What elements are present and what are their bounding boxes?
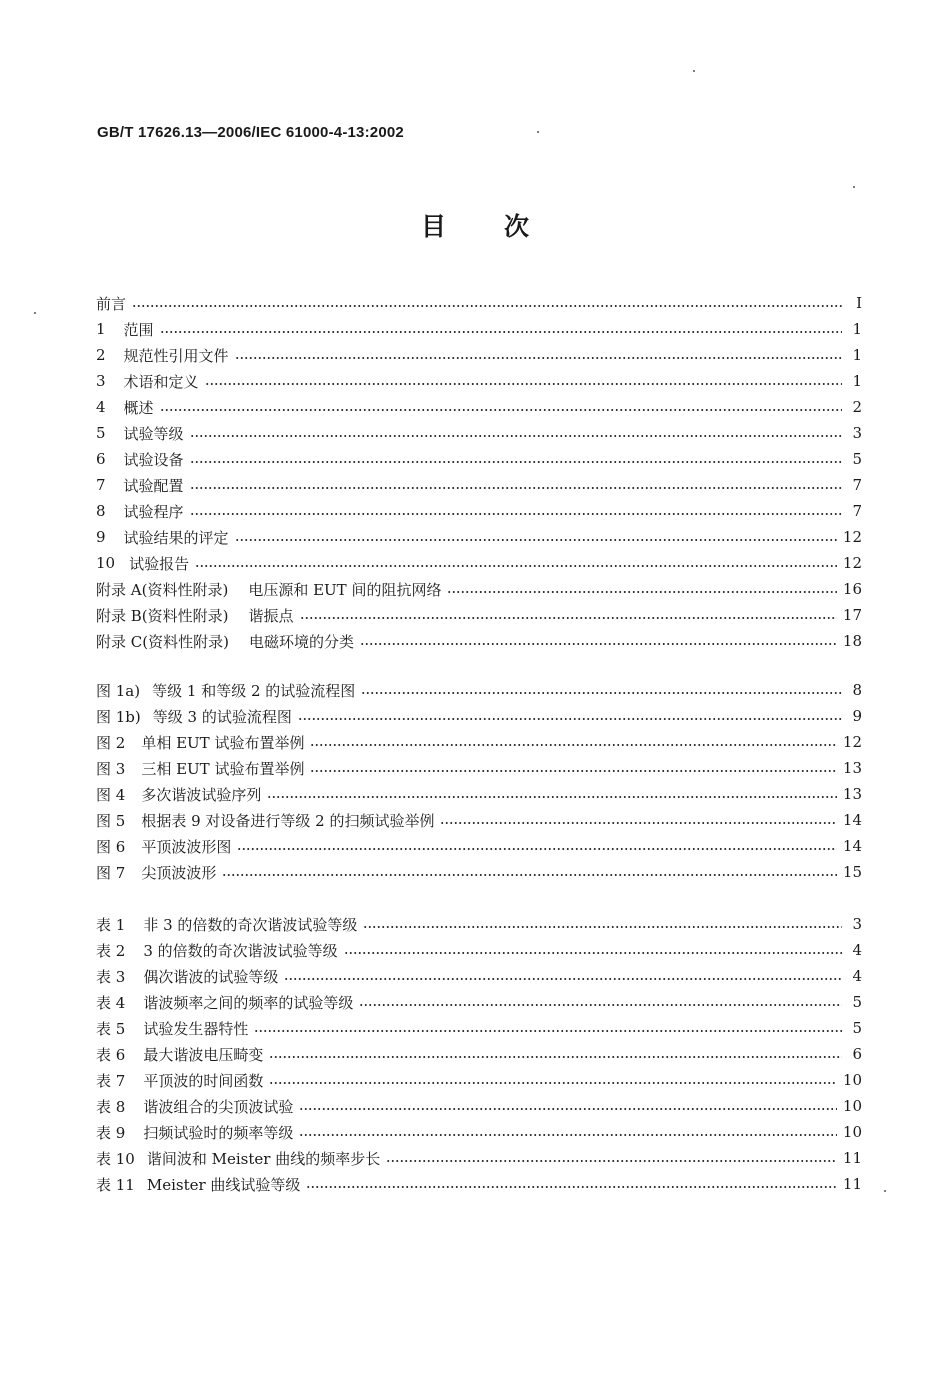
- toc-entry-number: 图 3: [96, 759, 126, 778]
- toc-table-row: [96, 1173, 862, 1195]
- toc-leader-dots: [284, 978, 842, 980]
- toc-page-number: 13: [842, 785, 862, 803]
- toc-leader-dots: [237, 848, 837, 850]
- toc-entry-title: 规范性引用文件: [123, 346, 229, 365]
- toc-figure-row: [96, 835, 862, 857]
- toc-entry-number: 图 1a): [96, 681, 141, 700]
- toc-entry-title: 平顶波波形图: [141, 837, 232, 856]
- toc-leader-dots: [310, 770, 836, 772]
- toc-entry-title: 试验设备: [123, 450, 184, 469]
- toc-page-number: 5: [852, 450, 862, 468]
- toc-entry-number: 3: [96, 372, 106, 390]
- toc-entry-title: 谐波频率之间的频率的试验等级: [143, 993, 354, 1012]
- toc-table-row: [96, 965, 862, 987]
- toc-page-number: 2: [852, 398, 862, 416]
- toc-leader-dots: [310, 744, 836, 746]
- toc-page-number: 1: [852, 320, 862, 338]
- toc-leader-dots: [205, 383, 842, 385]
- toc-leader-dots: [386, 1160, 837, 1162]
- toc-entry-number: 表 9: [96, 1123, 126, 1142]
- toc-entry-number: 5: [96, 424, 106, 442]
- toc-figure-row: [96, 679, 862, 701]
- toc-page-number: 7: [852, 476, 862, 494]
- toc-entry-number: 表 11: [96, 1175, 135, 1194]
- toc-leader-dots: [235, 357, 842, 359]
- toc-page-number: 7: [852, 502, 862, 520]
- toc-page-number: 17: [842, 606, 862, 624]
- toc-section-row: [96, 318, 862, 340]
- toc-table-row: [96, 939, 862, 961]
- toc-leader-dots: [359, 1004, 842, 1006]
- toc-leader-dots: [160, 409, 842, 411]
- toc-page-number: 10: [842, 1097, 862, 1115]
- toc-entry-title: 等级 3 的试验流程图: [152, 707, 292, 726]
- toc-table-row: [96, 991, 862, 1013]
- toc-page-number: 12: [842, 733, 862, 751]
- toc-table-row: [96, 1069, 862, 1091]
- toc-entry-number: 附录 C(资料性附录): [96, 632, 229, 651]
- toc-entry-number: 图 2: [96, 733, 126, 752]
- toc-entry-number: 9: [96, 528, 106, 546]
- toc-table-row: [96, 913, 862, 935]
- toc-entry-title: 三相 EUT 试验布置举例: [141, 759, 305, 778]
- toc-entry-title: 单相 EUT 试验布置举例: [141, 733, 305, 752]
- toc-page-number: 9: [852, 707, 862, 725]
- toc-entry-title: 试验程序: [123, 502, 184, 521]
- toc-page-number: 6: [852, 1045, 862, 1063]
- toc-leader-dots: [190, 487, 842, 489]
- toc-section-row: [96, 578, 862, 600]
- toc-entry-number: 表 2: [96, 941, 126, 960]
- toc-leader-dots: [269, 1056, 842, 1058]
- toc-entry-number: 表 6: [96, 1045, 126, 1064]
- page-title: [0, 207, 950, 243]
- toc-leader-dots: [222, 874, 837, 876]
- toc-page-number: 3: [852, 915, 862, 933]
- toc-entry-title: 电压源和 EUT 间的阻抗网络: [248, 580, 442, 599]
- toc-entry-number: 8: [96, 502, 106, 520]
- toc-page-number: 5: [852, 1019, 862, 1037]
- toc-entry-number: 表 1: [96, 915, 126, 934]
- toc-page-number: 8: [852, 681, 862, 699]
- toc-table-row: [96, 1121, 862, 1143]
- toc-entry-title: 试验等级: [123, 424, 184, 443]
- toc-page-number: 11: [842, 1175, 862, 1193]
- toc-entry-title: 谐波组合的尖顶波试验: [143, 1097, 294, 1116]
- toc-entry-title: 试验发生器特性: [143, 1019, 249, 1038]
- toc-figure-row: [96, 705, 862, 727]
- toc-section-row: [96, 604, 862, 626]
- toc-leader-dots: [195, 565, 837, 567]
- toc-entry-number: 1: [96, 320, 106, 338]
- toc-entry-title: 术语和定义: [123, 372, 199, 391]
- toc-leader-dots: [298, 718, 842, 720]
- toc-leader-dots: [190, 513, 842, 515]
- toc-table-row: [96, 1043, 862, 1065]
- toc-page-number: 3: [852, 424, 862, 442]
- toc-entry-number: 表 3: [96, 967, 126, 986]
- toc-entry-number: 附录 B(资料性附录): [96, 606, 229, 625]
- toc-section-row: [96, 474, 862, 496]
- toc-page-number: 12: [842, 528, 862, 546]
- toc-entry-number: 表 7: [96, 1071, 126, 1090]
- toc-figure-row: [96, 731, 862, 753]
- toc-section-row: [96, 396, 862, 418]
- toc-entry-title: 偶次谐波的试验等级: [143, 967, 279, 986]
- title-char-1: 目: [420, 212, 446, 241]
- toc-section-row: [96, 422, 862, 444]
- toc-section-row: [96, 370, 862, 392]
- toc-leader-dots: [132, 305, 842, 307]
- toc-leader-dots: [299, 1134, 837, 1136]
- toc-leader-dots: [190, 435, 842, 437]
- toc-entry-number: 7: [96, 476, 106, 494]
- toc-entry-title: 根据表 9 对设备进行等级 2 的扫频试验举例: [141, 811, 435, 830]
- toc-leader-dots: [447, 591, 836, 593]
- toc-page-number: 10: [842, 1071, 862, 1089]
- toc-entry-number: 图 1b): [96, 707, 141, 726]
- toc-page-number: 4: [852, 941, 862, 959]
- toc-entry-title: 范围: [123, 320, 154, 339]
- toc-page-number: 18: [842, 632, 862, 650]
- toc-leader-dots: [306, 1186, 836, 1188]
- toc-entry-title: 谐振点: [248, 606, 294, 625]
- toc-entry-number: 表 5: [96, 1019, 126, 1038]
- toc-entry-title: 试验结果的评定: [123, 528, 229, 547]
- toc-page-number: 14: [842, 837, 862, 855]
- toc-entry-number: 图 5: [96, 811, 126, 830]
- toc-entry-title: 尖顶波波形: [141, 863, 217, 882]
- toc-page-number: 12: [842, 554, 862, 572]
- toc-section-row: [96, 344, 862, 366]
- toc-page-number: 10: [842, 1123, 862, 1141]
- toc-leader-dots: [254, 1030, 842, 1032]
- toc-section-row: [96, 630, 862, 652]
- toc-entry-title: 3 的倍数的奇次谐波试验等级: [143, 941, 338, 960]
- toc-entry-number: 前言: [96, 294, 127, 313]
- toc-entry-number: 图 6: [96, 837, 126, 856]
- toc-entry-number: 10: [96, 554, 116, 572]
- toc-entry-title: 平顶波的时间函数: [143, 1071, 264, 1090]
- scan-speck: [853, 186, 855, 188]
- scan-speck: [884, 1190, 886, 1192]
- toc-entry-title: 等级 1 和等级 2 的试验流程图: [152, 681, 356, 700]
- toc-entry-number: 6: [96, 450, 106, 468]
- toc-page-number: I: [856, 294, 862, 312]
- toc-page-number: 14: [842, 811, 862, 829]
- toc-section-row: [96, 500, 862, 522]
- toc-entry-title: 谐间波和 Meister 曲线的频率步长: [146, 1149, 381, 1168]
- toc-entry-number: 表 4: [96, 993, 126, 1012]
- title-char-2: 次: [504, 212, 530, 241]
- toc-page-number: 11: [842, 1149, 862, 1167]
- toc-page-number: 4: [852, 967, 862, 985]
- toc-leader-dots: [360, 643, 837, 645]
- toc-entry-number: 附录 A(资料性附录): [96, 580, 229, 599]
- toc-leader-dots: [361, 692, 842, 694]
- toc-page-number: 1: [852, 372, 862, 390]
- toc-entry-title: Meister 曲线试验等级: [146, 1175, 301, 1194]
- toc-figure-row: [96, 809, 862, 831]
- toc-entry-title: 试验报告: [129, 554, 190, 573]
- toc-section-row: [96, 526, 862, 548]
- document-header: GB/T 17626.13—2006/IEC 61000-4-13:2002: [97, 124, 404, 141]
- scan-speck: [693, 70, 695, 72]
- toc-page-number: 15: [842, 863, 862, 881]
- toc-entry-title: 多次谐波试验序列: [141, 785, 262, 804]
- toc-section-row: [96, 292, 862, 314]
- toc-page-number: 13: [842, 759, 862, 777]
- toc-leader-dots: [190, 461, 842, 463]
- toc-entry-number: 4: [96, 398, 106, 416]
- toc-leader-dots: [299, 1108, 837, 1110]
- toc-leader-dots: [235, 539, 837, 541]
- toc-leader-dots: [363, 926, 842, 928]
- toc-leader-dots: [344, 952, 842, 954]
- toc-leader-dots: [440, 822, 836, 824]
- toc-entry-number: 表 8: [96, 1097, 126, 1116]
- toc-entry-number: 图 4: [96, 785, 126, 804]
- toc-entry-title: 概述: [123, 398, 154, 417]
- toc-entry-number: 表 10: [96, 1149, 135, 1168]
- toc-table-row: [96, 1017, 862, 1039]
- toc-table-row: [96, 1147, 862, 1169]
- toc-table-row: [96, 1095, 862, 1117]
- toc-page-number: 5: [852, 993, 862, 1011]
- toc-section-row: [96, 448, 862, 470]
- toc-entry-title: 试验配置: [123, 476, 184, 495]
- toc-entry-title: 扫频试验时的频率等级: [143, 1123, 294, 1142]
- toc-figure-row: [96, 783, 862, 805]
- toc-leader-dots: [267, 796, 837, 798]
- toc-entry-title: 电磁环境的分类: [248, 632, 354, 651]
- toc-section-row: [96, 552, 862, 574]
- toc-entry-number: 图 7: [96, 863, 126, 882]
- scan-speck: [537, 131, 539, 133]
- toc-entry-number: 2: [96, 346, 106, 364]
- scan-speck: [34, 312, 36, 314]
- toc-figure-row: [96, 861, 862, 883]
- toc-leader-dots: [269, 1082, 837, 1084]
- toc-page-number: 1: [852, 346, 862, 364]
- toc-leader-dots: [160, 331, 842, 333]
- toc-figure-row: [96, 757, 862, 779]
- toc-page-number: 16: [842, 580, 862, 598]
- toc-entry-title: 非 3 的倍数的奇次谐波试验等级: [143, 915, 358, 934]
- toc-leader-dots: [300, 617, 837, 619]
- toc-entry-title: 最大谐波电压畸变: [143, 1045, 264, 1064]
